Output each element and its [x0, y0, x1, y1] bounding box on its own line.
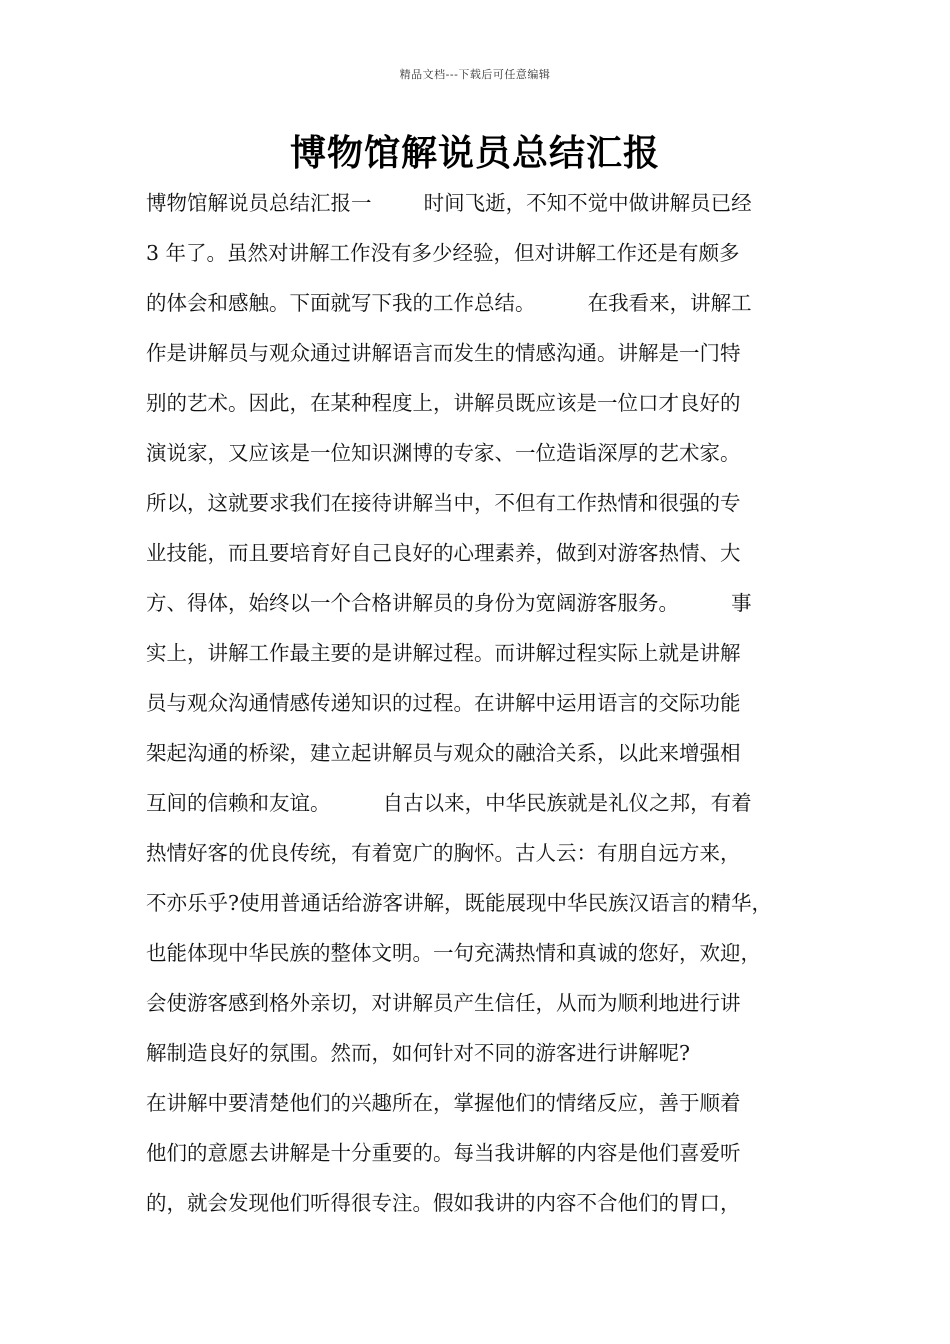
- header-note: 精品文档---下载后可任意编辑: [399, 68, 551, 81]
- body-line: 的，就会发现他们听得很专注。假如我讲的内容不合他们的胃口，: [146, 1191, 741, 1215]
- document-body: [146, 178, 826, 1228]
- body-line: 的体会和感触。下面就写下我的工作总结。 在我看来，讲解工: [146, 291, 752, 315]
- body-line: 业技能，而且要培育好自己良好的心理素养，做到对游客热情、大: [146, 541, 741, 565]
- body-line: 演说家，又应该是一位知识渊博的专家、一位造诣深厚的艺术家。: [146, 441, 741, 465]
- body-line: 所以，这就要求我们在接待讲解当中，不但有工作热情和很强的专: [146, 491, 741, 515]
- body-line: 也能体现中华民族的整体文明。一句充满热情和真诚的您好，欢迎，: [146, 941, 761, 965]
- body-line: 博物馆解说员总结汇报一 时间飞逝，不知不觉中做讲解员已经: [146, 191, 752, 215]
- body-line: 他们的意愿去讲解是十分重要的。每当我讲解的内容是他们喜爱听: [146, 1141, 741, 1165]
- body-line: 在讲解中要清楚他们的兴趣所在，掌握他们的情绪反应，善于顺着: [146, 1091, 741, 1115]
- body-line: 会使游客感到格外亲切，对讲解员产生信任，从而为顺利地进行讲: [146, 991, 741, 1015]
- body-line: 作是讲解员与观众通过讲解语言而发生的情感沟通。讲解是一门特: [146, 341, 741, 365]
- body-line: 互间的信赖和友谊。 自古以来，中华民族就是礼仪之邦，有着: [146, 791, 752, 815]
- body-line: 方、得体，始终以一个合格讲解员的身份为宽阔游客服务。 事: [146, 591, 752, 615]
- body-line: 架起沟通的桥梁，建立起讲解员与观众的融洽关系，以此来增强相: [146, 741, 741, 765]
- body-line: 不亦乐乎?使用普通话给游客讲解，既能展现中华民族汉语言的精华，: [146, 891, 772, 915]
- body-line: 热情好客的优良传统，有着宽广的胸怀。古人云：有朋自远方来，: [146, 841, 741, 865]
- body-line: 解制造良好的氛围。然而，如何针对不同的游客进行讲解呢?: [146, 1041, 690, 1065]
- body-line: 别的艺术。因此，在某种程度上，讲解员既应该是一位口才良好的: [146, 391, 741, 415]
- body-line: 员与观众沟通情感传递知识的过程。在讲解中运用语言的交际功能: [146, 691, 741, 715]
- document-title: 博物馆解说员总结汇报: [289, 133, 660, 174]
- body-line: 3 年了。虽然对讲解工作没有多少经验，但对讲解工作还是有颇多: [146, 241, 740, 265]
- body-line: 实上，讲解工作最主要的是讲解过程。而讲解过程实际上就是讲解: [146, 641, 741, 665]
